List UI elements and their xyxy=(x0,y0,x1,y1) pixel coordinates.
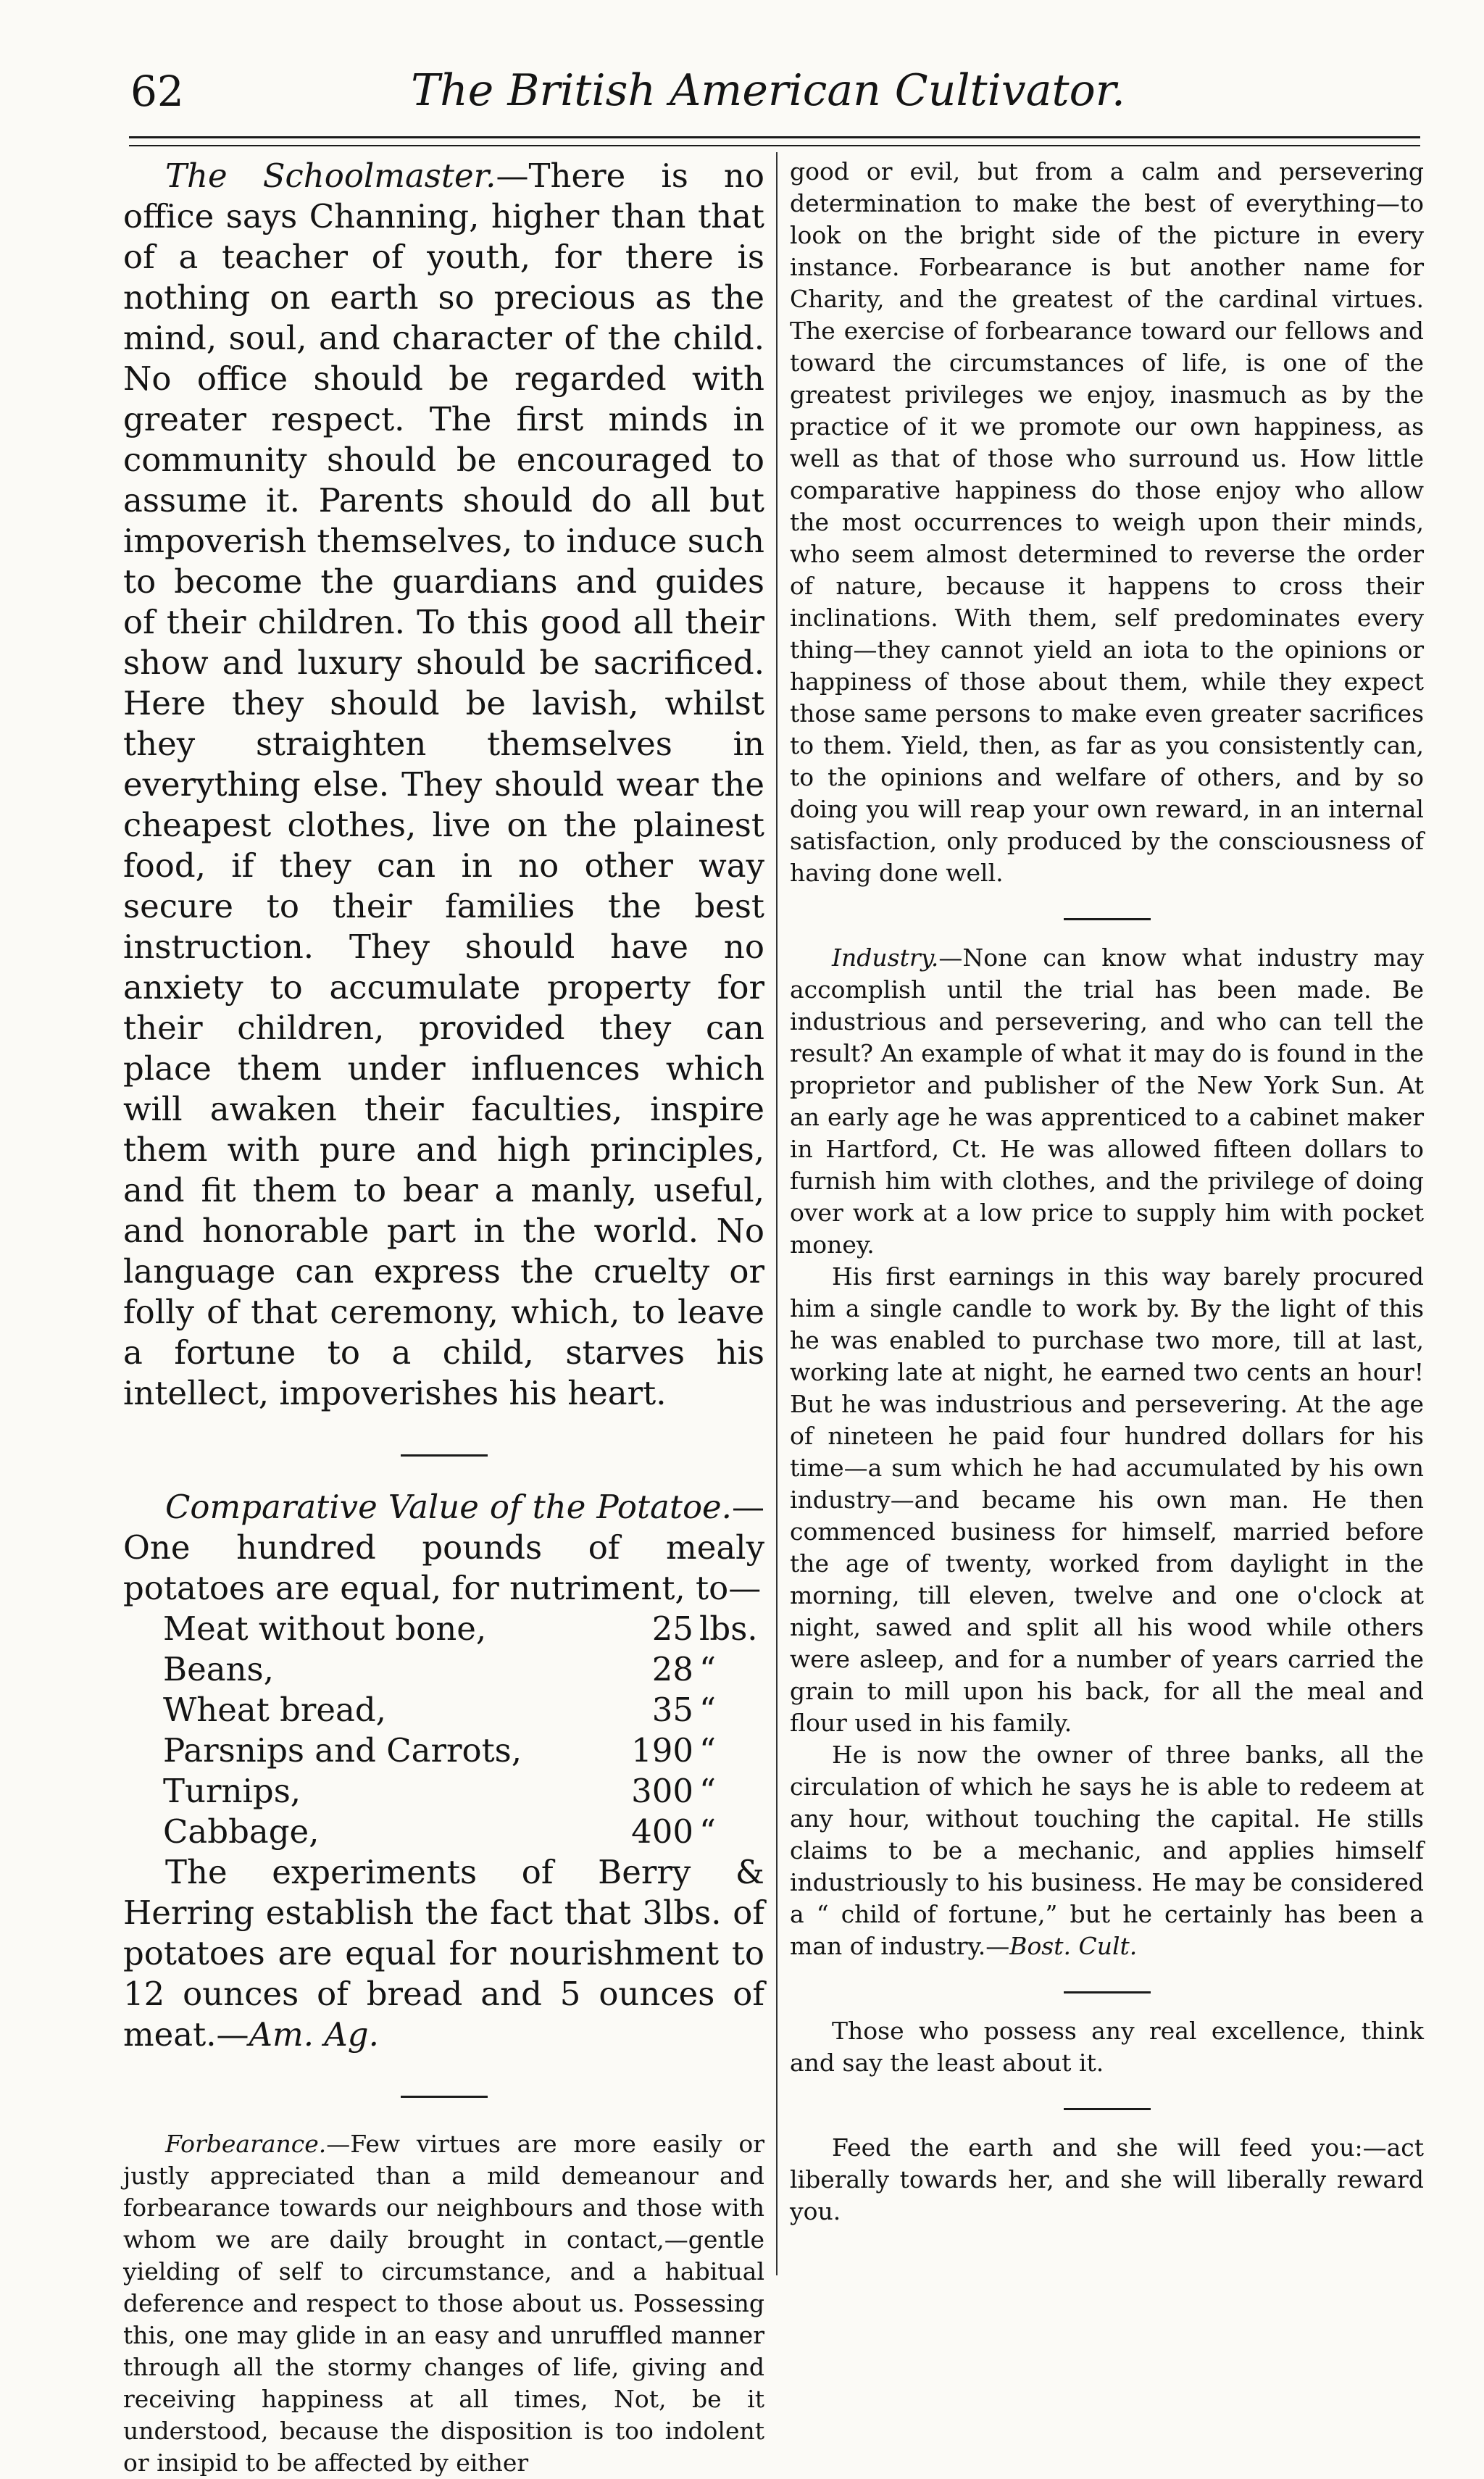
industry-para-3: He is now the owner of three banks, all the circulation of which he says he is able to redeem at any hour, without touching the capital. He stills claims to be a mechanic, and applies himself industriously to his business. He may be considered a “ child of fortune,” but he certainly has been a man of industry.—Bost. Cult. xyxy=(790,1741,1424,1960)
forbearance-article-start xyxy=(123,2128,764,2479)
section-separator xyxy=(1064,2108,1151,2110)
forbearance-body-left: —Few virtues are more easily or justly appreciated than a mild demeanour and forbearance towards our neighbours and those with whom we are daily brought in contact,—gentle yielding of self to circumstance, and a habitual deference and respect to those about us. Possessing this, one may glide in an easy and unruffled manner through all the stormy changes of life, giving and receiving happiness at all times, Not, be it understood, because the disposition is too indolent or insipid to be affected by either xyxy=(123,2130,764,2477)
excellence-note: Those who possess any real excellence, think and say the least about it. xyxy=(790,2017,1424,2077)
left-column xyxy=(123,156,764,2479)
potato-row: Meat without bone, 25 lbs. xyxy=(163,1609,758,1648)
potato-row: Parsnips and Carrots, 190 “ xyxy=(163,1731,717,1770)
column-divider xyxy=(776,152,778,2275)
forbearance-heading: Forbearance. xyxy=(165,2130,327,2158)
right-column xyxy=(790,156,1424,2228)
page-number: 62 xyxy=(130,67,184,116)
potato-row: Turnips, 300 “ xyxy=(163,1772,717,1810)
forbearance-article-continued: good or evil, but from a calm and persevering determination to make the best of everything—to look on the bright side of the picture in every instance. Forbearance is but another name for Charity, and the greatest of the cardinal virtues. The exercise of forbearance toward our fellows and toward the circumstances of life, is one of the greatest privileges we enjoy, inasmuch as by the practice of it we promote our own happiness, as well as that of those who surround us. How little comparative happiness do those enjoy who allow the most occurrences to weigh upon their minds, who seem almost determined to reverse the order of nature, because it happens to cross their inclinations. With them, self predominates every thing—they cannot yield an iota to the opinions or happiness of those about them, while they expect those same persons to make even greater sacrifices to them. Yield, then, as far as you consistently can, to the opinions and welfare of others, and by so doing you will reap your own reward, in an internal satisfaction, only produced by the consciousness of having done well. xyxy=(790,157,1424,887)
industry-source: Bost. Cult. xyxy=(1009,1932,1138,1960)
publication-title: The British American Cultivator. xyxy=(411,65,1125,116)
header-rule xyxy=(129,136,1420,138)
earth-note: Feed the earth and she will feed you:—act liberally towards her, and she will liberally reward you. xyxy=(790,2133,1424,2225)
section-separator xyxy=(1064,1991,1151,1993)
schoolmaster-heading: The Schoolmaster. xyxy=(165,157,496,195)
potato-intro: —One hundred pounds of mealy potatoes are equal, for nutriment, to— xyxy=(123,1488,764,1607)
potato-row: Wheat bread, 35 “ xyxy=(163,1691,717,1729)
industry-para-2: His first earnings in this way barely procured him a single candle to work by. By the light of this he was enabled to purchase two more, till at last, working late at night, he earned two cents an hour! But he was industrious and persevering. At the age of nineteen he paid four hundred dollars for his time—a sum which he had accumulated by his own industry—and became his own man. He then commenced business for himself, married before the age of twenty, worked from daylight in the morning, till eleven, twelve and one o'clock at night, sawed and split all his wood while others were asleep, and for a number of years carried the grain to mill upon his back, for all the meal and flour used in his family. xyxy=(790,1262,1424,1737)
potato-conclusion: The experiments of Berry & Herring establish the fact that 3lbs. of potatoes are equal for nourishment to 12 ounces of bread and 5 ounces of meat.—Am. Ag. xyxy=(123,1853,764,2054)
potato-row: Beans, 28 “ xyxy=(163,1650,717,1688)
potato-heading: Comparative Value of the Potatoe. xyxy=(165,1488,732,1526)
page-header xyxy=(109,58,1427,130)
section-separator xyxy=(1064,918,1151,920)
industry-article xyxy=(790,942,1424,1261)
industry-para-1: —None can know what industry may accomplish until the trial has been made. Be industrious and persevering, and who can tell the result? An example of what it may do is found in the proprietor and publisher of the New York Sun. At an early age he was apprenticed to a cabinet maker in Hartford, Ct. He was allowed fifteen dollars to furnish him with clothes, and the privilege of doing over work at a low price to supply him with pocket money. xyxy=(790,943,1424,1259)
section-separator xyxy=(401,1454,488,1457)
schoolmaster-article xyxy=(123,156,764,1414)
industry-heading: Industry. xyxy=(832,943,939,972)
potato-row: Cabbage, 400 “ xyxy=(163,1812,717,1851)
potato-source: Am. Ag. xyxy=(249,2015,379,2054)
schoolmaster-body: —There is no office says Channing, higher than that of a teacher of youth, for there is nothing on earth so precious as the mind, soul, and character of the child. No office should be regarded with greater respect. The first minds in community should be encouraged to assume it. Parents should do all but impoverish themselves, to induce such to become the guardians and guides of their children. To this good all their show and luxury should be sacrificed. Here they should be lavish, whilst they straighten themselves in everything else. They should wear the cheapest clothes, live on the plainest food, if they can in no other way secure to their families the best instruction. They should have no anxiety to accumulate property for their children, provided they can place them under influences which will awaken their faculties, inspire them with pure and high principles, and fit them to bear a manly, useful, and honorable part in the world. No language can express the cruelty or folly of that ceremony, which, to leave a fortune to a child, starves his intellect, impoverishes his heart. xyxy=(123,157,765,1412)
header-rule-thin xyxy=(129,145,1420,146)
section-separator xyxy=(401,2096,488,2098)
potato-table xyxy=(163,1609,764,1852)
potato-article xyxy=(123,1487,764,1609)
